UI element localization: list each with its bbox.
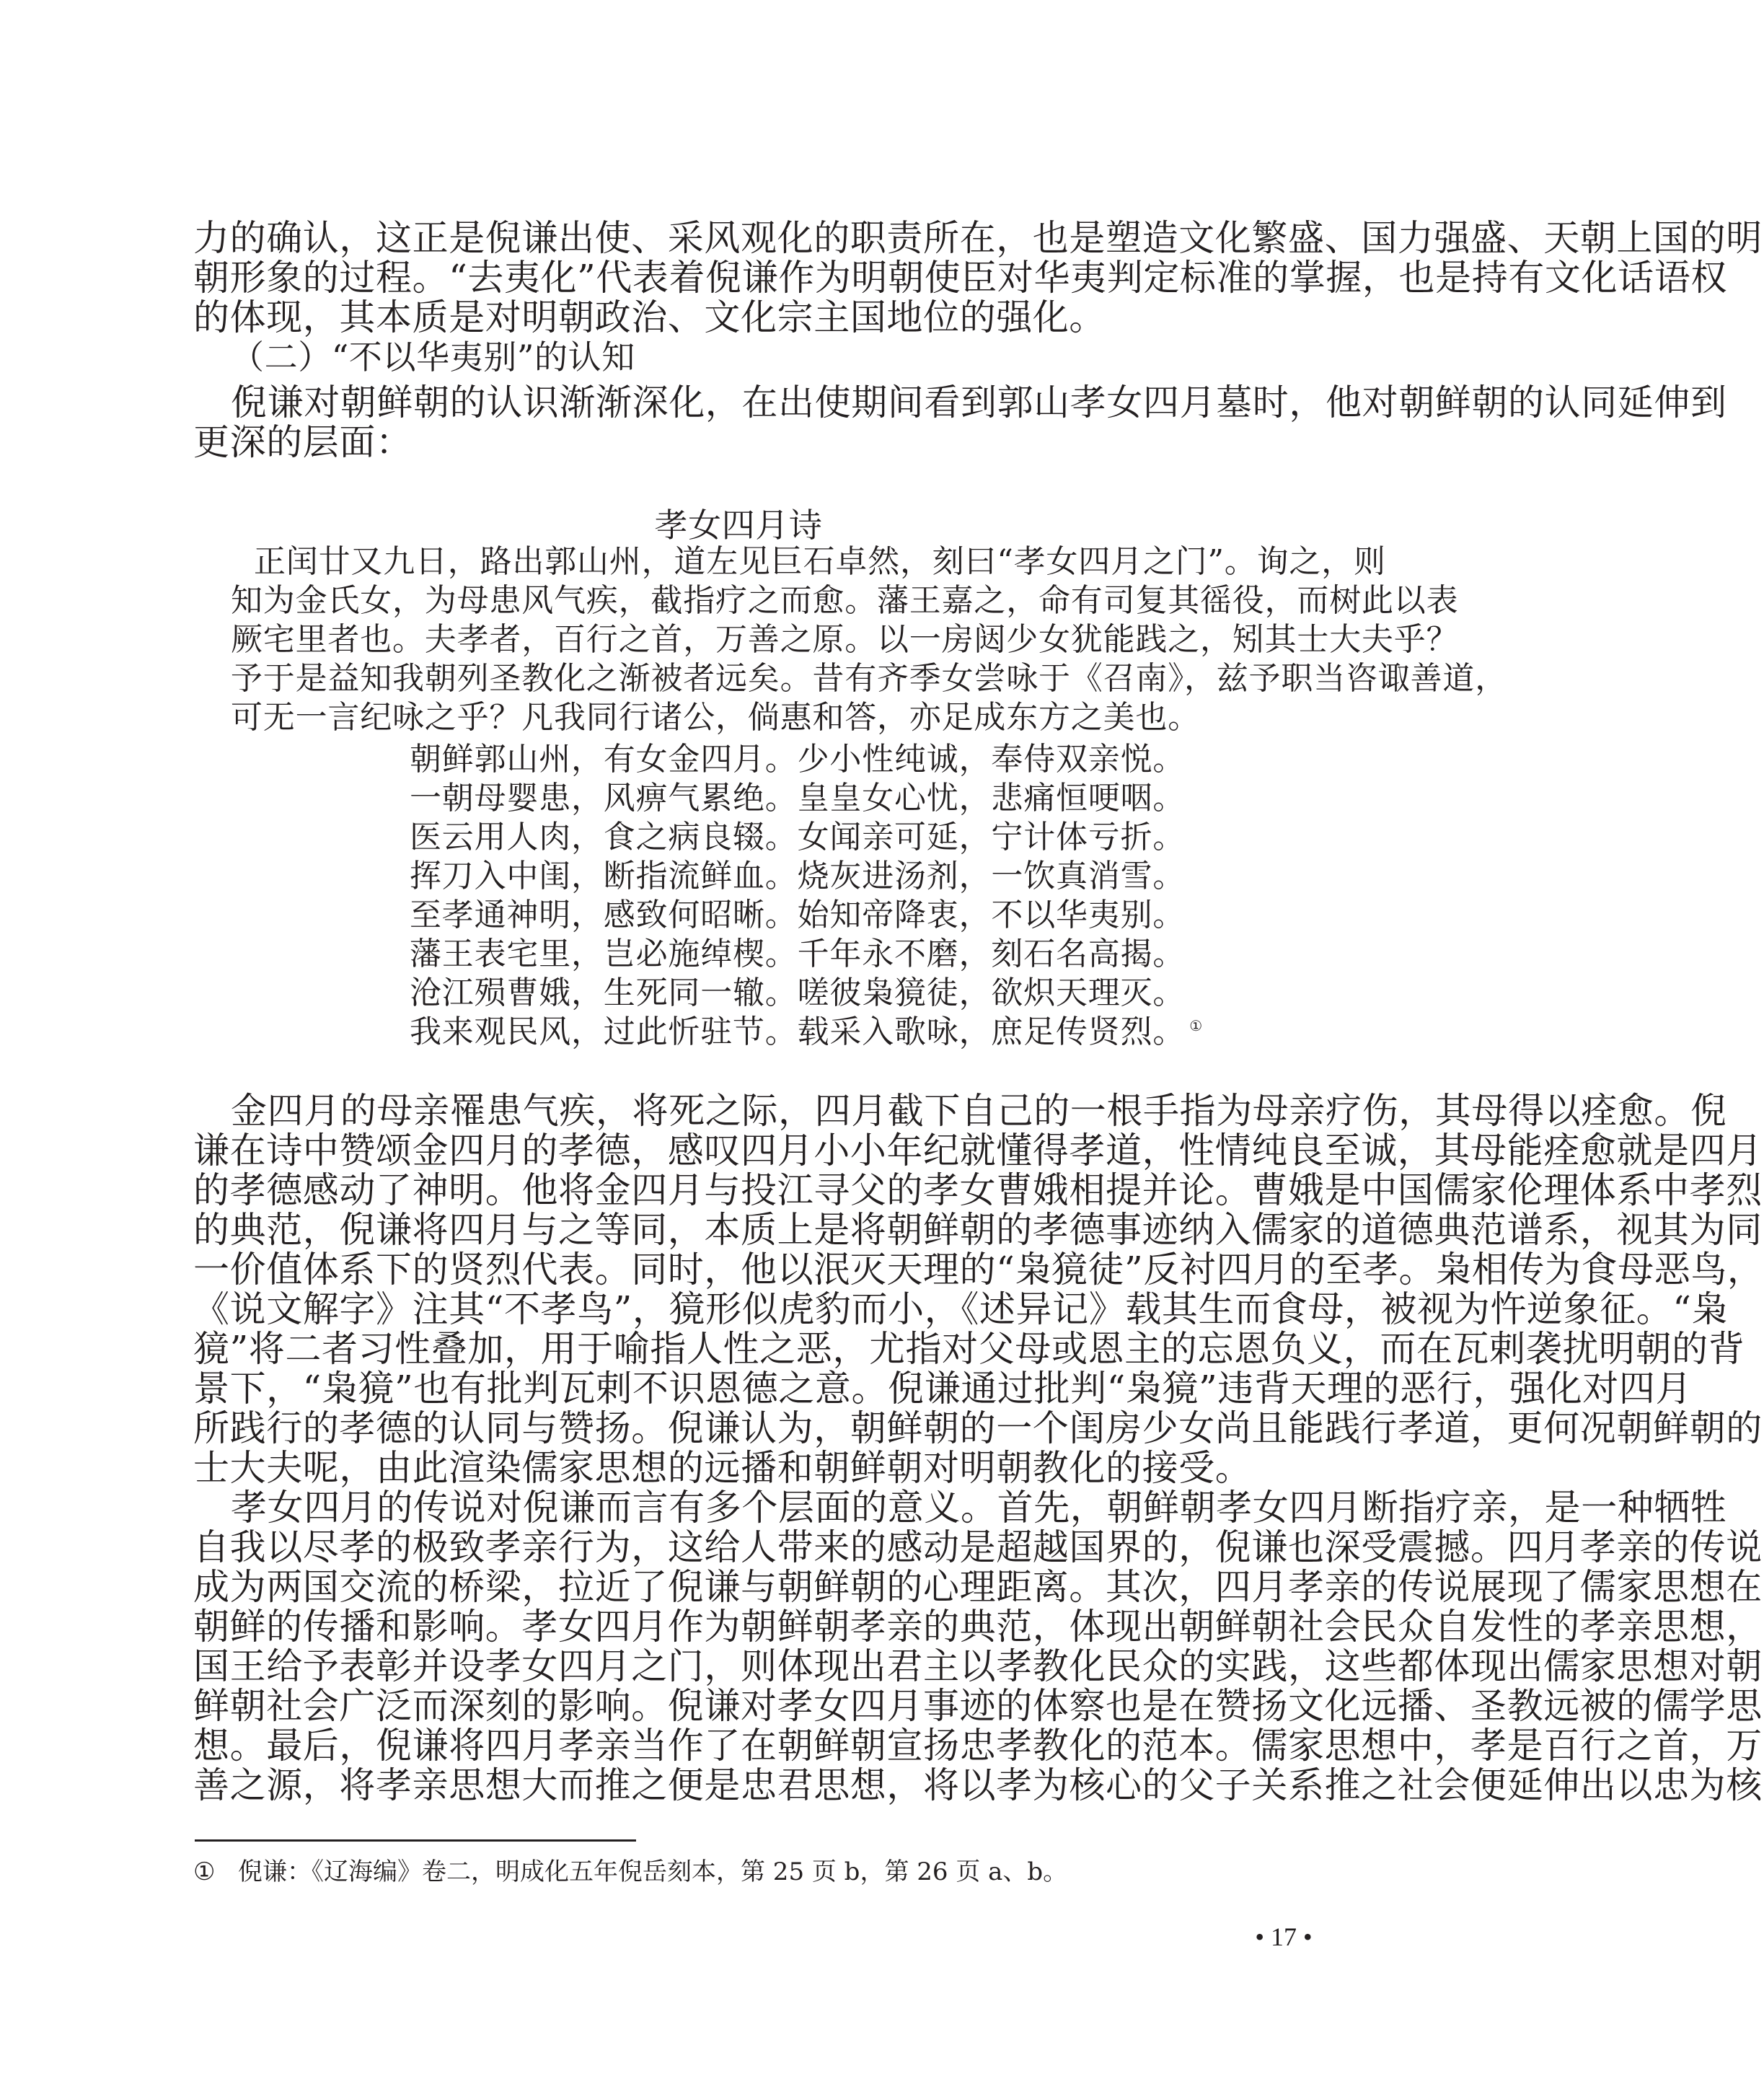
body-line: 力的确认，这正是倪谦出使、采风观化的职责所在，也是塑造文化繁盛、国力强盛、天朝上国的明	[193, 217, 1763, 259]
footnote-number: ①	[193, 1857, 216, 1886]
body-line: 朝鲜的传播和影响。孝女四月作为朝鲜朝孝亲的典范，体现出朝鲜朝社会民众自发性的孝亲思想，	[193, 1606, 1763, 1648]
body-line: 善之源，将孝亲思想大而推之便是忠君思想，将以孝为核心的父子关系推之社会便延伸出以忠为核	[193, 1764, 1763, 1806]
poem-preface-line: 予于是益知我朝列圣教化之渐被者远矣。昔有齐季女尝咏于《召南》，兹予职当咨诹善道，	[231, 660, 1507, 697]
body-line: 成为两国交流的桥梁，拉近了倪谦与朝鲜朝的心理距离。其次，四月孝亲的传说展现了儒家思想在	[193, 1566, 1763, 1608]
poem-verse: 沧江殒曹娥，生死同一辙。嗟彼枭獍徒，欲炽天理灭。	[410, 975, 1186, 1011]
poem-verse: 医云用人肉，食之病良辍。女闻亲可延，宁计体亏折。	[410, 819, 1186, 856]
poem-verse-text: 我来观民风，过此忻驻节。载采入歌咏，庶足传贤烈。	[410, 1013, 1186, 1050]
body-line: 士大夫呢，由此渲染儒家思想的远播和朝鲜朝对明朝教化的接受。	[193, 1447, 1252, 1489]
body-line: 的体现，其本质是对明朝政治、文化宗主国地位的强化。	[193, 296, 1106, 338]
footnote-divider	[195, 1839, 636, 1842]
body-line: 朝形象的过程。“去夷化”代表着倪谦作为明朝使臣对华夷判定标准的掌握，也是持有文化话语权	[193, 257, 1727, 299]
body-line: 想。最后，倪谦将四月孝亲当作了在朝鲜朝宣扬忠孝教化的范本。儒家思想中，孝是百行之首，万	[193, 1725, 1763, 1767]
body-line: 《说文解字》注其“不孝鸟”，獍形似虎豹而小，《述异记》载其生而食母，被视为忤逆象征。“枭	[193, 1288, 1729, 1330]
body-line: 獍”将二者习性叠加，用于喻指人性之恶，尤指对父母或恩主的忘恩负义，而在瓦剌袭扰明朝的背	[193, 1328, 1745, 1370]
body-line: 更深的层面：	[193, 421, 413, 463]
poem-verse: 朝鲜郭山州，有女金四月。少小性纯诚，奉侍双亲悦。	[410, 741, 1186, 778]
body-line: 的孝德感动了神明。他将金四月与投江寻父的孝女曹娥相提并论。曹娥是中国儒家伦理体系中孝烈	[193, 1169, 1763, 1211]
body-line: 所践行的孝德的认同与赞扬。倪谦认为，朝鲜朝的一个闺房少女尚且能践行孝道，更何况朝鲜朝的	[193, 1407, 1763, 1449]
poem-preface-line: 正闰廿又九日，路出郭山州，道左见巨石卓然，刻曰“孝女四月之门”。询之，则	[254, 543, 1386, 580]
poem-verse: 藩王表宅里，岂必施绰楔。千年永不磨，刻石名高揭。	[410, 936, 1186, 972]
body-line: 孝女四月的传说对倪谦而言有多个层面的意义。首先，朝鲜朝孝女四月断指疗亲，是一种牺牲	[231, 1487, 1727, 1529]
footnote-text: 倪谦：《辽海编》卷二，明成化五年倪岳刻本，第 25 页 b，第 26 页 a、b。	[238, 1857, 1068, 1886]
poem-verse-last	[410, 1013, 1203, 1052]
body-line: 自我以尽孝的极致孝亲行为，这给人带来的感动是超越国界的，倪谦也深受震撼。四月孝亲的传说	[193, 1526, 1763, 1568]
footnote	[193, 1854, 1067, 1890]
poem-preface-line: 可无一言纪咏之乎？凡我同行诸公，倘惠和答，亦足成东方之美也。	[231, 699, 1200, 736]
body-line: 国王给予表彰并设孝女四月之门，则体现出君主以孝教化民众的实践，这些都体现出儒家思想对朝	[193, 1645, 1763, 1687]
body-line: 鲜朝社会广泛而深刻的影响。倪谦对孝女四月事迹的体察也是在赞扬文化远播、圣教远被的儒学思	[193, 1685, 1763, 1727]
body-line: 倪谦对朝鲜朝的认识渐渐深化，在出使期间看到郭山孝女四月墓时，他对朝鲜朝的认同延伸到	[231, 382, 1727, 423]
body-line: 金四月的母亲罹患气疾，将死之际，四月截下自己的一根手指为母亲疗伤，其母得以痊愈。倪	[231, 1090, 1727, 1132]
body-line: 的典范，倪谦将四月与之等同，本质上是将朝鲜朝的孝德事迹纳入儒家的道德典范谱系，视其为同	[193, 1209, 1763, 1251]
poem-verse: 挥刀入中闺，断指流鲜血。烧灰进汤剂，一饮真消雪。	[410, 858, 1186, 894]
body-line: 谦在诗中赞颂金四月的孝德，感叹四月小小年纪就懂得孝道，性情纯良至诚，其母能痊愈就是四月	[193, 1130, 1763, 1171]
poem-verse: 至孝通神明，感致何昭晰。始知帝降衷，不以华夷别。	[410, 897, 1186, 933]
body-line: 景下，“枭獍”也有批判瓦剌不识恩德之意。倪谦通过批判“枭獍”违背天理的恶行，强化对四月	[193, 1368, 1693, 1409]
poem-title: 孝女四月诗	[654, 506, 823, 545]
page-number: • 17 •	[1255, 1922, 1313, 1951]
section-heading: （二）“不以华夷别”的认知	[231, 338, 635, 377]
body-line: 一价值体系下的贤烈代表。同时，他以泯灭天理的“枭獍徒”反衬四月的至孝。枭相传为食母恶鸟，	[193, 1249, 1764, 1290]
poem-preface-line: 知为金氏女，为母患风气疾，截指疗之而愈。藩王嘉之，命有司复其徭役，而树此以表	[231, 582, 1459, 619]
poem-verse: 一朝母婴患，风痹气累绝。皇皇女心忧，悲痛恒哽咽。	[410, 780, 1186, 817]
poem-preface-line: 厥宅里者也。夫孝者，百行之首，万善之原。以一房闼少女犹能践之，矧其士大夫乎？	[231, 621, 1459, 658]
footnote-reference[interactable]: ①	[1189, 1017, 1203, 1035]
